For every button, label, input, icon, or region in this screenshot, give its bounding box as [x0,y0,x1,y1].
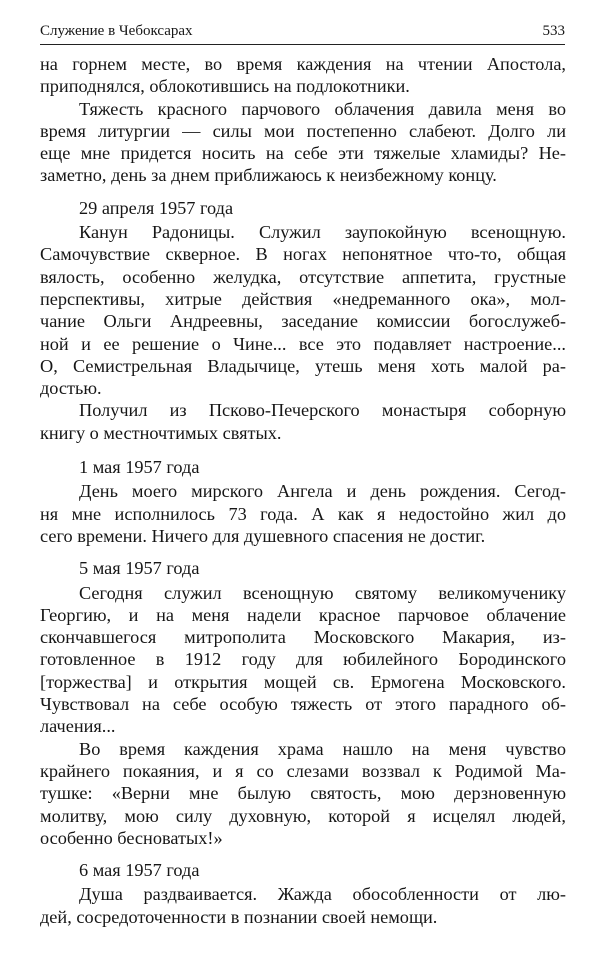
paragraph [40,883,566,928]
text-line: День моего мирского Ангела и день рождения. Сегод- [79,481,566,502]
running-header [40,20,565,45]
entry-date-heading: 29 апреля 1957 года [79,197,234,218]
entry-date-heading: 6 мая 1957 года [79,860,200,881]
text-line: крайнего покаяния, и я со слезами воззвал к Родимой Ма- [40,760,566,781]
text-line: [торжества] и открытия мощей св. Ермогена Московского. [40,671,566,692]
text-line: перспективы, хитрые действия «недреманного ока», мол- [40,288,566,309]
text-line: Тяжесть красного парчового облачения давила меня во [79,98,566,119]
text-line: скончавшегося митрополита Московского Макария, из- [40,627,566,648]
page-number: 533 [542,23,565,39]
text-line: на горнем месте, во время каждения на чтении Апостола, [40,54,566,74]
text-line: приподнялся, облокотившись на подлокотники. [40,76,410,97]
page-body [40,53,566,928]
paragraph [40,53,566,98]
text-line: лачения... [40,716,116,737]
paragraph [40,221,566,399]
text-line: тушке: «Верни мне былую святость, мою дерзновенную [40,783,566,804]
text-line: книгу о местночтимых святых. [40,422,282,443]
paragraph [40,98,566,187]
text-line: сего времени. Ничего для душевного спасения не достиг. [40,525,486,546]
text-line: Чувствовал на себе особую тяжесть от этого парадного об- [40,694,566,715]
text-line: Георгию, и на меня надели красное парчовое облачение [40,604,566,625]
text-line: Канун Радоницы. Служил заупокойную всенощную. [79,222,566,243]
text-line: ной и ее решение о Чине... все это подавляет настроение... [40,333,566,354]
paragraph [40,480,566,547]
text-line: Во время каждения храма нашло на меня чувство [79,738,566,759]
text-line: достью. [40,378,102,399]
text-line: вялость, особенно желудка, отсутствие аппетита, грустные [40,266,566,287]
paragraph [40,399,566,444]
text-line: О, Семистрельная Владычице, утешь меня хоть малой ра- [40,355,566,376]
text-line: чание Ольги Андреевны, заседание комиссии богослужеб- [40,311,566,332]
text-line: еще мне придется носить на себе эти тяжелые хламиды? Не- [40,143,566,164]
chapter-title: Служение в Чебоксарах [40,23,193,39]
paragraph [40,582,566,738]
text-line: молитву, мою силу духовную, которой я исцелял людей, [40,805,566,826]
entry-date-heading: 1 мая 1957 года [79,457,200,478]
text-line: дей, сосредоточенности в познании своей немощи. [40,906,438,927]
text-line: Душа раздваивается. Жажда обособленности от лю- [79,884,566,905]
text-line: время литургии — силы мои постепенно слабеют. Долго ли [40,120,566,141]
entry-date-heading: 5 мая 1957 года [79,558,200,579]
text-line: особенно бесноватых!» [40,827,223,848]
text-line: Получил из Псково-Печерского монастыря соборную [79,400,566,421]
text-line: Сегодня служил всенощную святому великомученику [79,582,566,603]
text-line: Самочувствие скверное. В ногах непонятное что-то, общая [40,244,566,265]
text-line: заметно, день за днем приближаюсь к неизбежному концу. [40,165,497,186]
text-line: готовленное в 1912 году для юбилейного Бородинского [40,649,566,670]
text-line: ня мне исполнилось 73 года. А как я недостойно жил до [40,503,566,524]
paragraph [40,738,566,849]
